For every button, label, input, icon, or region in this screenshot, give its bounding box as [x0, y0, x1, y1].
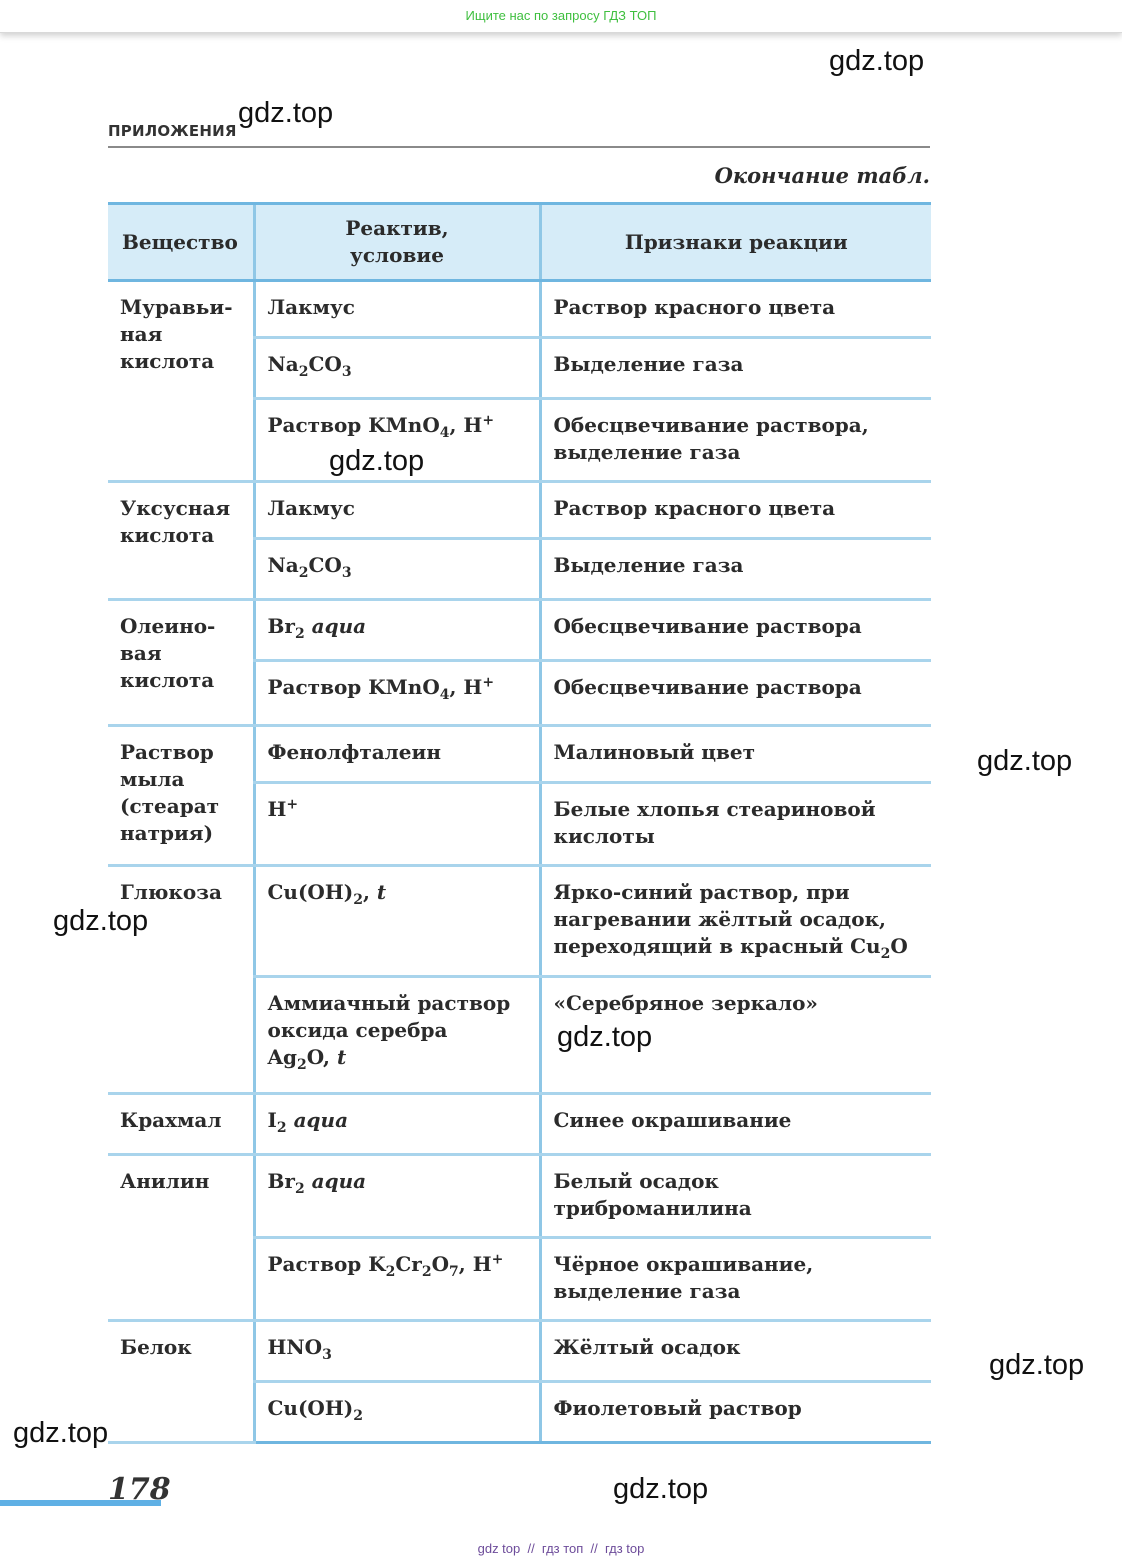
reagent-text: Раствор KMnO — [267, 675, 440, 699]
watermark: gdz.top — [13, 1417, 109, 1449]
table-row — [108, 866, 931, 977]
table-row — [108, 600, 931, 661]
watermark: gdz.top — [977, 745, 1073, 777]
reagent-cell: $Cu(OH)_2$, t — [254, 866, 540, 977]
sign-cell: Обесцвечивание раствора — [540, 600, 931, 661]
header-signs: Признаки реакции — [540, 204, 931, 281]
sign-cell: Ярко-синий раствор, при нагревании жёлтый осадок, переходящий в красный $Cu_2O$ — [540, 866, 931, 977]
reagent-text: Раствор KMnO — [267, 413, 440, 437]
reagent-cell: $Cu(OH)_2$ — [254, 1382, 540, 1443]
header-reagent-line2: условие — [350, 243, 444, 267]
sign-cell: Фиолетовый раствор — [540, 1382, 931, 1443]
reagent-cell: $Na_2CO_3$ — [254, 539, 540, 600]
table-row — [108, 1321, 931, 1382]
reagent-cell: Аммиачный раствор оксида серебра $Ag_2O$, t — [254, 977, 540, 1094]
sign-cell: Синее окрашивание — [540, 1094, 931, 1155]
sign-cell: Обесцвечивание раствора, выделение газа — [540, 399, 931, 482]
reagent-text: Аммиачный раствор оксида серебра Ag — [267, 991, 511, 1069]
table-row — [108, 281, 931, 338]
table-row — [108, 1155, 931, 1238]
substance-cell: Муравьи- ная кислота — [108, 281, 254, 482]
header-reagent — [254, 204, 540, 281]
sign-cell: «Серебряное зеркало» — [540, 977, 931, 1094]
watermark: gdz.top — [613, 1473, 709, 1505]
watermark: gdz.top — [238, 97, 334, 129]
temperature-symbol: t — [376, 880, 387, 904]
substance-cell: Крахмал — [108, 1094, 254, 1155]
reagent-cell: Фенолфталеин — [254, 726, 540, 783]
sign-cell: Раствор красного цвета — [540, 281, 931, 338]
watermark: gdz.top — [557, 1021, 653, 1053]
header-reagent-line1: Реактив, — [345, 216, 449, 240]
reagent-cell: Лакмус — [254, 281, 540, 338]
table-header-row — [108, 204, 931, 281]
reagent-cell: Раствор KMnO$_4$, H+ — [254, 661, 540, 726]
page-number: 178 — [108, 1472, 171, 1507]
sign-cell: Чёрное окрашивание, выделение газа — [540, 1238, 931, 1321]
substance-cell: Уксусная кислота — [108, 482, 254, 600]
reagent-cell: Лакмус — [254, 482, 540, 539]
watermark: gdz.top — [829, 45, 925, 77]
table-row — [108, 726, 931, 783]
sign-cell: Белый осадок триброманилина — [540, 1155, 931, 1238]
substance-cell: Олеино- вая кислота — [108, 600, 254, 726]
reagent-cell: $I_2$ aqua — [254, 1094, 540, 1155]
substance-cell: Белок — [108, 1321, 254, 1443]
reagent-cell: Раствор $K_2Cr_2O_7$, H+ — [254, 1238, 540, 1321]
table-row — [108, 1094, 931, 1155]
top-search-banner[interactable]: Ищите нас по запросу ГДЗ ТОП — [0, 0, 1122, 33]
substance-cell: Раствор мыла (стеарат натрия) — [108, 726, 254, 866]
reagent-cell: $HNO_3$ — [254, 1321, 540, 1382]
header-divider — [108, 146, 930, 148]
reagent-cell: H+ — [254, 783, 540, 866]
bottom-links[interactable]: gdz top // гдз топ // гдз top — [477, 1541, 645, 1556]
watermark: gdz.top — [329, 445, 425, 477]
sign-text: Ярко-синий раствор, при нагревании жёлтый осадок, переходящий в красный Cu — [553, 880, 886, 958]
aqua-label: aqua — [311, 1169, 367, 1193]
aqua-label: aqua — [311, 614, 367, 638]
sign-cell: Белые хлопья стеариновой кислоты — [540, 783, 931, 866]
reagent-cell: $Br_2$ aqua — [254, 1155, 540, 1238]
watermark: gdz.top — [989, 1349, 1085, 1381]
reagent-cell: $Br_2$ aqua — [254, 600, 540, 661]
sign-cell: Выделение газа — [540, 338, 931, 399]
sign-cell: Раствор красного цвета — [540, 482, 931, 539]
sign-cell: Жёлтый осадок — [540, 1321, 931, 1382]
table-continuation-label: Окончание табл. — [714, 163, 930, 188]
temperature-symbol: t — [336, 1045, 347, 1069]
table-row — [108, 482, 931, 539]
reagent-text: Раствор K — [267, 1252, 386, 1276]
header-substance: Вещество — [108, 204, 254, 281]
section-title: ПРИЛОЖЕНИЯ — [108, 122, 237, 140]
sign-cell: Обесцвечивание раствора — [540, 661, 931, 726]
reagent-cell: Раствор KMnO$_4$, H+ — [254, 399, 540, 482]
reactions-table — [108, 202, 931, 1444]
sign-cell: Малиновый цвет — [540, 726, 931, 783]
sign-cell: Выделение газа — [540, 539, 931, 600]
reagent-cell: $Na_2CO_3$ — [254, 338, 540, 399]
aqua-label: aqua — [293, 1108, 349, 1132]
watermark: gdz.top — [53, 905, 149, 937]
substance-cell: Анилин — [108, 1155, 254, 1321]
substance-cell: Глюкоза — [108, 866, 254, 1094]
